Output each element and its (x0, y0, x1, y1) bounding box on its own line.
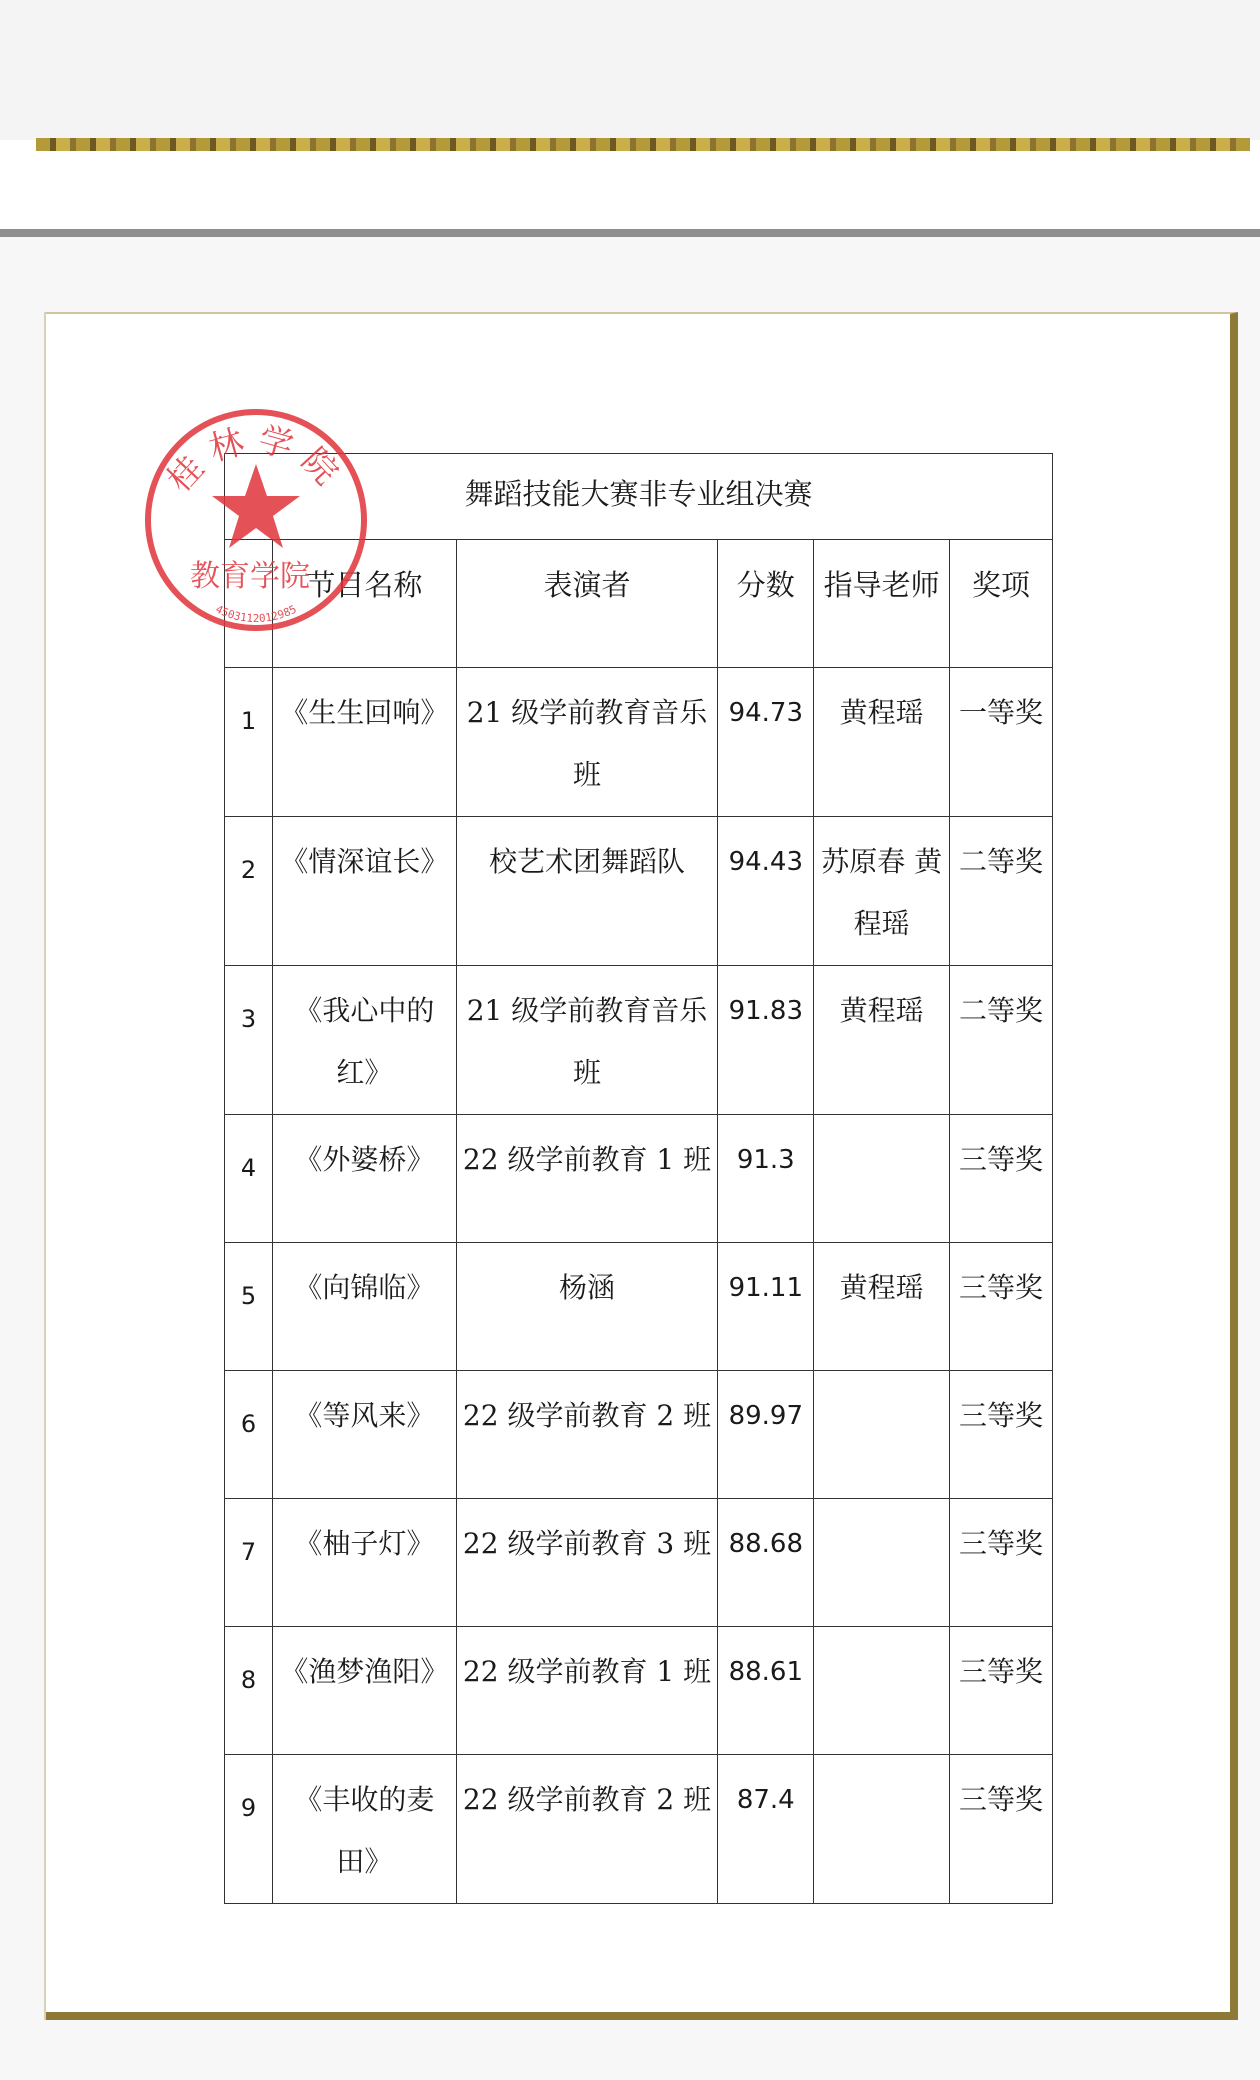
cell-performer: 22 级学前教育 2 班 (456, 1371, 718, 1499)
cell-index: 3 (225, 966, 273, 1115)
header-award: 奖项 (950, 540, 1053, 668)
table-row (225, 1243, 1053, 1371)
gold-border-strip (36, 138, 1250, 151)
table-row (225, 1371, 1053, 1499)
table-row (225, 668, 1053, 817)
cell-award: 三等奖 (950, 1499, 1053, 1627)
table-row (225, 1115, 1053, 1243)
cell-program: 《我心中的红》 (272, 966, 456, 1115)
cell-performer: 22 级学前教育 3 班 (456, 1499, 718, 1627)
cell-score: 87.4 (718, 1755, 814, 1904)
cell-performer: 22 级学前教育 2 班 (456, 1755, 718, 1904)
cell-index: 1 (225, 668, 273, 817)
header-score: 分数 (718, 540, 814, 668)
table-row (225, 817, 1053, 966)
cell-index: 2 (225, 817, 273, 966)
cell-score: 91.11 (718, 1243, 814, 1371)
cell-teacher: 黄程瑶 (814, 966, 950, 1115)
official-seal-stamp (140, 404, 372, 636)
cell-index: 7 (225, 1499, 273, 1627)
cell-award: 二等奖 (950, 966, 1053, 1115)
white-band (0, 151, 1260, 229)
cell-index: 8 (225, 1627, 273, 1755)
seal-star-icon (212, 464, 300, 548)
table-row (225, 1627, 1053, 1755)
top-paper-edge (0, 0, 1260, 140)
cell-award: 三等奖 (950, 1115, 1053, 1243)
cell-teacher (814, 1627, 950, 1755)
cell-teacher (814, 1115, 950, 1243)
cell-teacher: 黄程瑶 (814, 668, 950, 817)
header-teacher: 指导老师 (814, 540, 950, 668)
cell-index: 9 (225, 1755, 273, 1904)
cell-award: 一等奖 (950, 668, 1053, 817)
table-row (225, 1499, 1053, 1627)
cell-index: 6 (225, 1371, 273, 1499)
document-left-edge (44, 312, 46, 2020)
cell-score: 89.97 (718, 1371, 814, 1499)
cell-teacher (814, 1755, 950, 1904)
cell-index: 5 (225, 1243, 273, 1371)
table-title: 舞蹈技能大赛非专业组决赛 (225, 454, 1053, 540)
cell-program: 《等风来》 (272, 1371, 456, 1499)
cell-teacher: 苏原春 黄程瑶 (814, 817, 950, 966)
cell-teacher (814, 1499, 950, 1627)
cell-award: 三等奖 (950, 1243, 1053, 1371)
cell-program: 《渔梦渔阳》 (272, 1627, 456, 1755)
cell-score: 94.43 (718, 817, 814, 966)
cell-index: 4 (225, 1115, 273, 1243)
cell-program: 《情深谊长》 (272, 817, 456, 966)
cell-performer: 21 级学前教育音乐班 (456, 668, 718, 817)
cell-program: 《生生回响》 (272, 668, 456, 817)
cell-teacher: 黄程瑶 (814, 1243, 950, 1371)
results-table (224, 453, 1053, 1904)
divider-bar (0, 229, 1260, 237)
cell-award: 三等奖 (950, 1371, 1053, 1499)
cell-performer: 杨涵 (456, 1243, 718, 1371)
cell-score: 88.68 (718, 1499, 814, 1627)
cell-program: 《向锦临》 (272, 1243, 456, 1371)
header-performer: 表演者 (456, 540, 718, 668)
cell-program: 《柚子灯》 (272, 1499, 456, 1627)
table-row (225, 966, 1053, 1115)
cell-score: 88.61 (718, 1627, 814, 1755)
seal-bottom-text: 教育学院 (190, 559, 310, 594)
cell-teacher (814, 1371, 950, 1499)
cell-award: 三等奖 (950, 1627, 1053, 1755)
cell-program: 《丰收的麦田》 (272, 1755, 456, 1904)
seal-code: 4503112012985 (213, 602, 299, 625)
cell-score: 91.83 (718, 966, 814, 1115)
seal-top-text: 桂林学院 (159, 419, 353, 501)
cell-performer: 21 级学前教育音乐班 (456, 966, 718, 1115)
cell-award: 三等奖 (950, 1755, 1053, 1904)
header-program: 节目名称 (272, 540, 456, 668)
cell-award: 二等奖 (950, 817, 1053, 966)
table-row (225, 1755, 1053, 1904)
cell-score: 94.73 (718, 668, 814, 817)
cell-program: 《外婆桥》 (272, 1115, 456, 1243)
cell-performer: 22 级学前教育 1 班 (456, 1627, 718, 1755)
cell-score: 91.3 (718, 1115, 814, 1243)
cell-performer: 校艺术团舞蹈队 (456, 817, 718, 966)
cell-performer: 22 级学前教育 1 班 (456, 1115, 718, 1243)
